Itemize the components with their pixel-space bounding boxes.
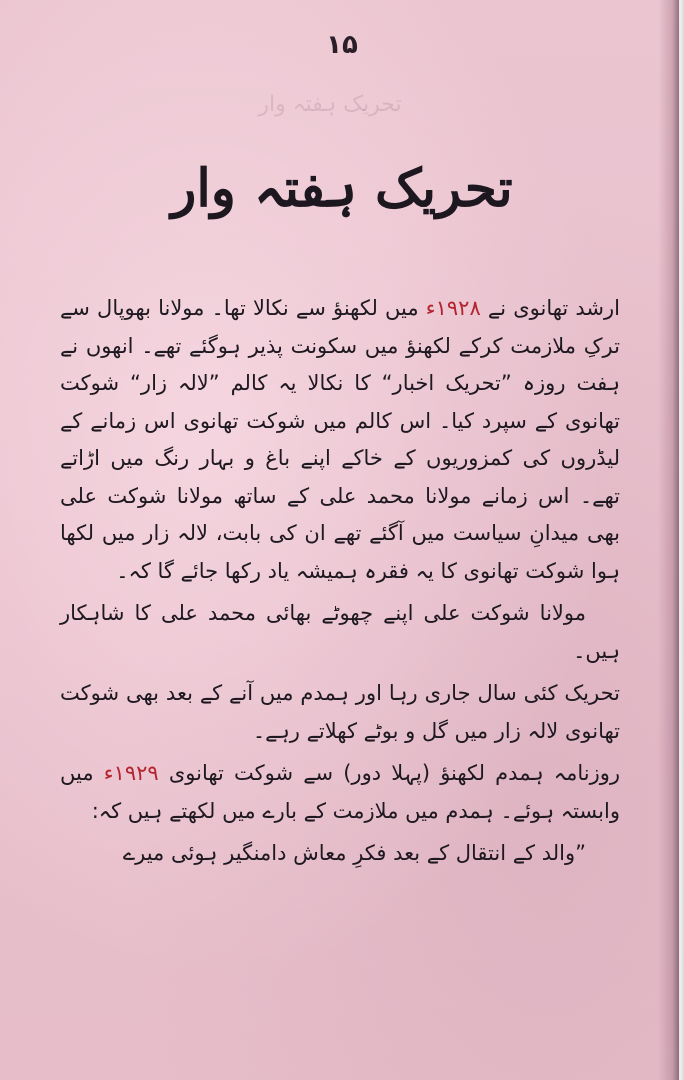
paragraph-3: تحریک کئی سال جاری رہا اور ہمدم میں آنے کے بعد بھی شوکت تھانوی لالہ زار میں گل و بوٹے کھلاتے رہے۔ xyxy=(60,681,620,743)
paragraph-1-before: ارشد تھانوی نے xyxy=(480,296,621,320)
year-1928: ۱۹۲۸ء xyxy=(425,296,481,320)
paragraph-4-after: میں وابستہ ہوئے۔ ہمدم میں ملازمت کے بارے میں لکھتے ہیں کہ: xyxy=(60,761,620,823)
paragraph-1 xyxy=(60,290,620,590)
bleed-through-text: تحریک ہفتہ وار xyxy=(258,92,402,117)
chapter-title: تحریک ہفتہ وار xyxy=(171,158,513,219)
paragraph-2: مولانا شوکت علی اپنے چھوٹے بھائی محمد علی کا شاہکار ہیں۔ xyxy=(60,601,620,663)
body-text xyxy=(60,290,620,873)
paragraph-4 xyxy=(60,755,620,830)
page-number: ۱۵ xyxy=(326,30,358,60)
year-1929: ۱۹۲۹ء xyxy=(103,761,159,785)
paragraph-1-after: میں لکھنؤ سے نکالا تھا۔ مولانا بھوپال سے ترکِ ملازمت کرکے لکھنؤ میں سکونت پذیر ہوگئے تھے۔ انھوں نے ہفت روزہ ”تحریک اخبار“ کا نکالا یہ کالم ”لالہ زار“ شوکت تھانوی کے سپرد کیا۔ اس کالم میں شوکت تھانوی اس زمانے کے لیڈروں کی کمزوریوں کے خاکے اپنے باغ و بہار رنگ میں اڑاتے تھے۔ اس زمانے مولانا محمد علی کے ساتھ مولانا شوکت علی بھی میدانِ سیاست میں آگئے تھے ان کی بابت، لالہ زار میں لکھا ہوا شوکت تھانوی کا یہ فقرہ ہمیشہ یاد رکھا جائے گا کہ۔ xyxy=(60,296,620,583)
paragraph-4-before: روزنامہ ہمدم لکھنؤ (پہلا دور) سے شوکت تھانوی xyxy=(158,761,620,785)
paragraph-5: ”والد کے انتقال کے بعد فکرِ معاش دامنگیر ہوئی میرے xyxy=(122,841,586,865)
